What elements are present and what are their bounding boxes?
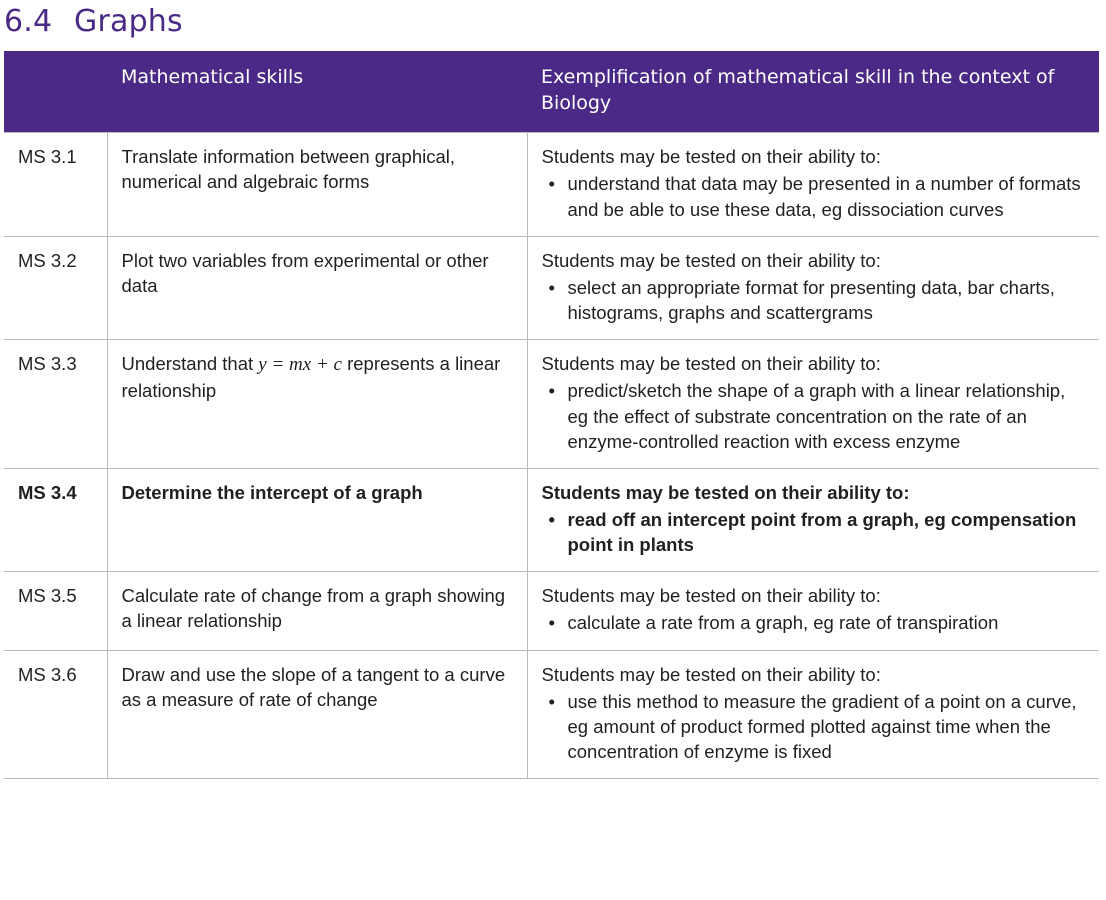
exemplification-lead: Students may be tested on their ability to:	[541, 663, 881, 685]
column-header-code	[4, 51, 107, 133]
page-title	[0, 0, 1106, 51]
exemplification-list	[542, 378, 1086, 453]
exemplification-list	[542, 507, 1086, 557]
row-exemplification	[527, 133, 1099, 236]
list-item: • calculate a rate from a graph, eg rate of transpiration	[542, 610, 1086, 635]
table-row	[4, 340, 1099, 469]
row-exemplification	[527, 650, 1099, 779]
table-row	[4, 468, 1099, 571]
row-exemplification	[527, 468, 1099, 571]
table-header-row	[4, 51, 1099, 133]
column-header-exemplification: Exemplification of mathematical skill in the context of Biology	[527, 51, 1099, 133]
table-row	[4, 572, 1099, 650]
exemplification-lead: Students may be tested on their ability to:	[541, 585, 881, 607]
exemplification-lead: Students may be tested on their ability to:	[541, 146, 881, 168]
column-header-skills: Mathematical skills	[107, 51, 527, 133]
list-item: • use this method to measure the gradient of a point on a curve, eg amount of product formed plotted against time when the concentration of enzyme is fixed	[542, 689, 1086, 764]
row-skill: Draw and use the slope of a tangent to a curve as a measure of rate of change	[107, 650, 527, 779]
row-code: MS 3.4	[4, 468, 107, 571]
table-header	[4, 51, 1099, 133]
exemplification-list	[542, 610, 1086, 635]
exemplification-list	[542, 171, 1086, 221]
list-item: • select an appropriate format for presenting data, bar charts, histograms, graphs and scattergrams	[542, 275, 1086, 325]
section-title: Graphs	[74, 4, 183, 39]
exemplification-lead: Students may be tested on their ability to:	[541, 481, 910, 503]
table-row	[4, 650, 1099, 779]
exemplification-lead: Students may be tested on their ability to:	[541, 353, 881, 375]
row-skill: Calculate rate of change from a graph showing a linear relationship	[107, 572, 527, 650]
row-skill-equation: y = mx + c	[258, 354, 342, 376]
row-skill: Plot two variables from experimental or other data	[107, 236, 527, 339]
row-exemplification	[527, 340, 1099, 469]
list-item: • predict/sketch the shape of a graph with a linear relationship, eg the effect of substrate concentration on the rate of an enzyme-controlled reaction with excess enzyme	[542, 378, 1086, 453]
row-skill: Translate information between graphical, numerical and algebraic forms	[107, 133, 527, 236]
list-item: • understand that data may be presented in a number of formats and be able to use these data, eg dissociation curves	[542, 171, 1086, 221]
row-code: MS 3.1	[4, 133, 107, 236]
row-code: MS 3.6	[4, 650, 107, 779]
maths-skills-table	[4, 51, 1099, 779]
row-code: MS 3.2	[4, 236, 107, 339]
section-number: 6.4	[4, 4, 53, 39]
row-code: MS 3.5	[4, 572, 107, 650]
row-skill-prefix: Understand that	[121, 353, 259, 375]
list-item: • read off an intercept point from a graph, eg compensation point in plants	[542, 507, 1086, 557]
row-skill-suffix: represents a linear relationship	[121, 353, 501, 402]
exemplification-lead: Students may be tested on their ability to:	[541, 249, 881, 271]
exemplification-list	[542, 275, 1086, 325]
table-row	[4, 236, 1099, 339]
row-skill	[107, 340, 527, 469]
row-skill: Determine the intercept of a graph	[107, 468, 527, 571]
row-exemplification	[527, 236, 1099, 339]
table-row	[4, 133, 1099, 236]
row-code: MS 3.3	[4, 340, 107, 469]
table-body	[4, 133, 1099, 779]
exemplification-list	[542, 689, 1086, 764]
row-exemplification	[527, 572, 1099, 650]
